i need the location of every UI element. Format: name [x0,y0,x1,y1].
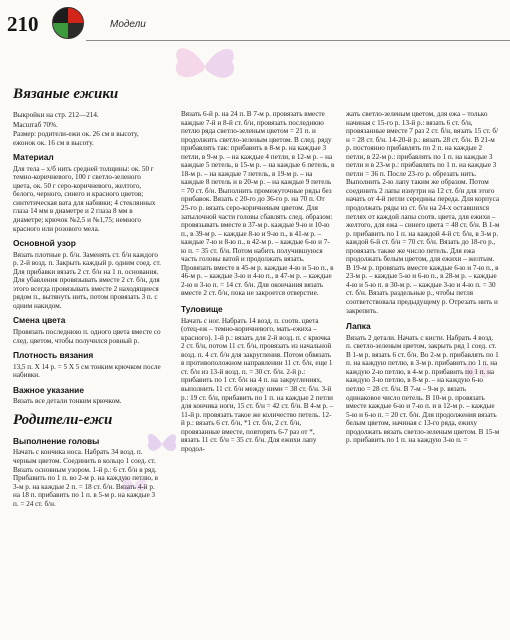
head-heading: Выполнение головы [13,435,100,446]
density-text: 13,5 п. Х 14 р. = 5 Х 5 см тонким крючком после набивки. [13,362,161,380]
head-continued-text: Вязать 6-й р. на 24 п. В 7-м р. провязать вместе каждые 7-й и 8-й ст. б/н, провязать последнюю петлю ряда светло-зеленым цветом = 21 п. и продолжить светло-зеленым цветом. В след. ряду прибавлять так: прибавить в 8-м р. на каждые 3 петли, в 9-м р. – на каждые 4 петли, в 12-м р. – на каждые 5 петель, в 15-м р. – на каждые 6 петель, в 18-м р. – на каждые 7 петель, в 19-м р. – на каждые 8 петель и в 20-м р. – на каждые 9 петель = 70 ст. б/н. Выполнить промежуточные ряды без прибавок. Вязать с 20-го до 36-го р. на 70 п. От 25-го р. вязать серо-коричневым цветом. Для затылочной части головы сбавлять след. образом: провязывать вместе в 37-м р. каждые 9-ю и 10-ю п., в 39-м р. – каждые 8-ю и 9-ю п., в 41-м р. – каждые 7-ю и 8-ю п., в 42-м р. – каждые 6-ю и 7-ю п. = 35 ст. б/н. Потом набить получившуюся часть головы ватой и продолжать вязать. Провязать вместе в 45-м р. каждые 4-ю и 5-ю п., в 46-м р. – каждые 3-ю и 4-ю п., в 47-м р. – каждые 2-ю и 3-ю п. = 14 ст. б/н. Для окончания вязать вместе 2 ст. б/н, пока не закроется отверстие. [181,110,335,298]
note-text: Вязать все детали тонким крючком. [13,397,122,406]
paw-heading: Лапка [346,321,371,332]
butterfly-icon [170,42,240,90]
ball-logo-icon [52,7,84,39]
density-heading: Плотность вязания [13,350,94,361]
head-text: Начать с кончика носа. Набрать 34 возд. п. черным цветом. Соединить в кольцо 1 соед. ст. Вязать основным узором. 1-й р.: 6 ст. б/н в ряд. Прибавить по 1 п. во 2-м р. на каждую петлю, в 3-м р. на каждые 2 п. = 18 ст. б/н. Вязать 4-й р. на 18 п. прибавить по 1 п. в 5-м р. на каждые 3 п. = 24 ст. б/н. [13,448,159,508]
column-middle [181,110,335,453]
pattern-text: Вязать плотные р. б/н. Заменять ст. б/н каждого р. 2-й возд. п. Закрыть каждый р. одним соед. ст. Для прибавки вязать 2 ст. б/н на 1 п. основания. Для убавления провязывать вместе 2 ст. б/н, для этого всегда провязывать вместе 2 находящиеся рядом п., вытянуть нить, потом провязать 3 п. с одним накидом. [13,250,161,310]
header-divider [86,40,510,41]
pattern-heading: Основной узор [13,238,76,249]
body-continued-text: жать светло-зеленым цветом, для ежа – только начиная с 15-го р. 13-й р.: вязать 6 ст. б/н, провязанные вместе 7 раз 2 ст. б/н, вязать 15 ст. б/н = 28 ст. б/н. 14-20-й р.: вязать 28 ст. б/н. В 21-м р. постоянно прибавлять по 2 п. на каждые 2 петли, в 22-м р.: прибавлять по 1 п. на каждые 3 петли и в 23-м р.: прибавлять по 1 п. на каждые 3 петли = 36 п. После 23-го р. обрезать нить. Выполнить 2-ю лапу таким же образом. Потом соединить 2 лапы изнутри на 12 ст. б/н для этого начать от 4-й петли середины переда. Для корпуса продолжать ряды из ст. б/н на 24-х оставшихся петлях от каждой лапы соотв. цвета, для ежихи – желтого, для ежа – синего цвета = 48 ст. б/н. В 1-м р. прибавить по 1 п. на каждой 4-й ст. б/н, в 3-м р. каждой 6-й ст. б/н = 70 ст. б/н. Вязать до 18-го р., провязать также же число петель. Для ежа продолжать белым цветом, для ежихи – желтым. В 19-м р. провязать вместе каждые 6-ю и 7-ю п., в 23-м р. – каждые 5-ю и 6-ю п., в 28-м р. – каждые 4-ю и 5-ю п. в 30-м р. – каждые 3-ю и 4-ю п. = 30 ст. б/н. Вязать раздельные р., чтобы петля соответствовала предыдущему р. Отрезать нить и закрепить. [346,110,500,315]
section-title: Родители-ежи [13,411,113,428]
column-right [346,110,500,445]
intro-line: Масштаб 70%. [13,120,58,129]
article-title: Вязаные ежики [13,86,119,102]
intro-line: Размер: родители-ежи ок. 26 см в высоту, ежонок ок. 16 см в высоту. [13,130,139,147]
paw-text: Вязать 2 детали. Начать с кисти. Набрать 4 возд. п. светло-зеленым цветом, закрыть ряд 1 соед. ст. В 1-м р. вязать 6 ст. б/н. Во 2-м р. прибавлять по 1 п. на каждую петлю, в 3-м р. прибавить по 1 п. на каждую 2-ю петлю, в 4-м р. прибавить по 1 п. на каждую 3-ю петлю, в 8-м р. – на каждую 6-ю петлю = 28 ст. б/н. В 7-м – 9-м р. вязать одинаковое число петель. В 10-м р. провязать вместе каждые 6-ю и 7-ю п. и в 12-м р. – каждые 5-ю и 6-ю п. = 20 ст. б/н. Для продолжения вязать белым цветом, начиная с 13-го ряда, ежиху продолжать вязать светло-зеленым цветом. В 15-м р. прибавить по 1 п. на каждую 3-ю п. = [346,333,500,445]
color-change-text: Провязать последнюю п. одного цвета вместе со след. цветом, чтобы получился ровный р. [13,328,161,345]
note-heading: Важное указание [13,384,84,395]
page-number: 210 [7,12,39,36]
section-name: Модели [110,19,146,30]
color-change-heading: Смена цвета [13,315,66,326]
page-header [0,0,510,52]
body-text: Начать с ног. Набрать 14 возд. п. соотв. цвета (отец-еж – темно-коричневого, мать-ежиха – красного). 1-й р.: вязать для 2-й возд. п. с крючка 2 ст. б/н, потом 11 ст. б/н, провязать из начальной возд. п. 4 ст. б/н для закругления. Потом обвязать в противоположном направлении 11 ст. б/н, еще 1 ст. б/н из 13-й возд. п. = 30 ст. б/н. 2-й р.: прибавить по 1 ст. б/н на 4 п. на закруглениях, выполнить 11 ст. б/н между ними = 38 ст. б/н. 3-й р.: 19 ст. б/н, прибавить по 1 п. на каждые 2 петли для кончика ноги, 15 ст. б/н = 42 ст. б/н. В 4-м р. – 11-й р. провязать такое же количество петель. 12-й р.: вязать 6 ст. б/н, *1 ст. б/н, 2 ст. б/н, провязанные вместе, повторять 6-7 раз от *, вязать 11 ст. б/н = 35 ст. б/н. Для ежихи лапу продол- [181,316,334,453]
material-heading: Материал [13,152,54,163]
body-heading: Туловище [181,304,223,315]
intro-line: Выкройки на стр. 212—214. [13,111,99,119]
column-left [13,86,161,508]
material-text: Для тела – х/б нить средней толщины: ок. 50 г темно-коричневого, 100 г светло-зеленого цвета, ок. 50 г серо-коричневого, желтого, белого, черного, синего и красного цветов; синтетическая вата для набивки; 4 стеклянных глаза 14 мм в диаметре и 2 глаза 8 мм в диаметре; крючок №2,5 и №1,75; немного красного или розового мела. [13,164,156,233]
